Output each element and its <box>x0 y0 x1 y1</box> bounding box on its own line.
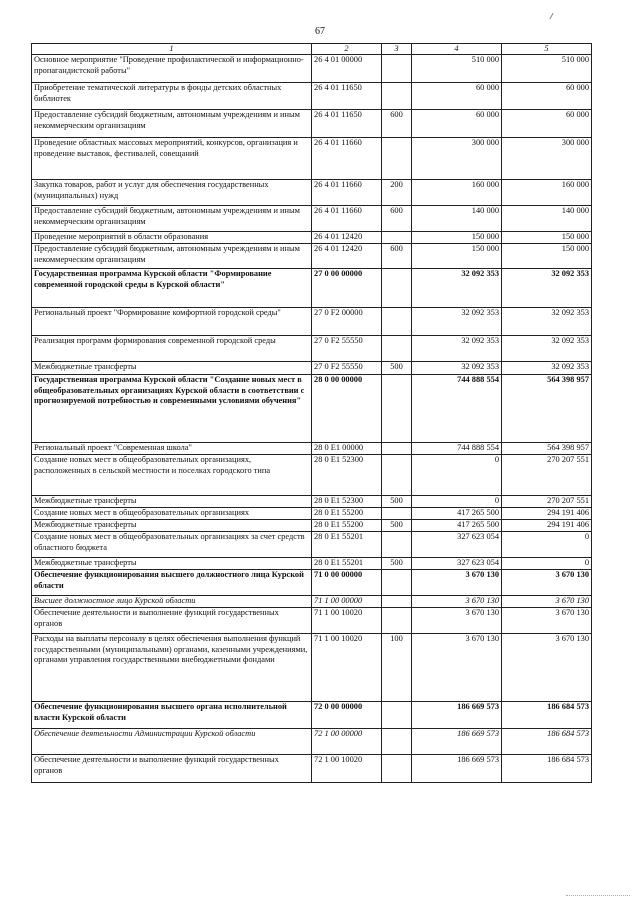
row-sum-1-cell: 300 000 <box>412 138 502 180</box>
table-row <box>32 596 592 608</box>
row-name-cell: Предоставление субсидий бюджетным, автономным учреждениям и иным некоммерческим организациям <box>32 244 312 269</box>
row-sum-1-cell: 32 092 353 <box>412 269 502 308</box>
row-vr-cell <box>382 570 412 596</box>
row-code-cell: 28 0 E1 55200 <box>312 508 382 520</box>
row-vr-cell: 500 <box>382 520 412 532</box>
row-sum-2-cell: 3 670 130 <box>502 634 592 702</box>
row-name-cell: Реализация программ формирования современной городской среды <box>32 336 312 362</box>
row-vr-cell <box>382 596 412 608</box>
row-sum-2-cell: 564 398 957 <box>502 375 592 443</box>
row-code-cell: 71 1 00 10020 <box>312 608 382 634</box>
row-vr-cell: 500 <box>382 362 412 375</box>
row-sum-2-cell: 270 207 551 <box>502 455 592 496</box>
row-code-cell: 28 0 E1 55201 <box>312 558 382 570</box>
row-code-cell: 27 0 F2 55550 <box>312 336 382 362</box>
table-row <box>32 232 592 244</box>
row-code-cell: 28 0 00 00000 <box>312 375 382 443</box>
row-sum-2-cell: 510 000 <box>502 55 592 83</box>
row-code-cell: 28 0 E1 52300 <box>312 496 382 508</box>
row-name-cell: Региональный проект "Современная школа" <box>32 443 312 455</box>
row-vr-cell: 600 <box>382 244 412 269</box>
table-row <box>32 443 592 455</box>
row-sum-2-cell: 60 000 <box>502 83 592 110</box>
row-vr-cell <box>382 83 412 110</box>
row-vr-cell: 100 <box>382 634 412 702</box>
column-header-code: 2 <box>312 44 382 55</box>
column-header-name: 1 <box>32 44 312 55</box>
row-name-cell: Обеспечение деятельности и выполнение функций государственных органов <box>32 755 312 783</box>
row-sum-1-cell: 3 670 130 <box>412 608 502 634</box>
row-sum-2-cell: 32 092 353 <box>502 336 592 362</box>
row-sum-2-cell: 0 <box>502 532 592 558</box>
column-header-sum-2: 5 <box>502 44 592 55</box>
table-row <box>32 138 592 180</box>
table-row <box>32 634 592 702</box>
row-name-cell: Проведение мероприятий в области образования <box>32 232 312 244</box>
column-header-sum-1: 4 <box>412 44 502 55</box>
row-sum-2-cell: 3 670 130 <box>502 570 592 596</box>
row-vr-cell: 600 <box>382 110 412 138</box>
row-sum-1-cell: 327 623 054 <box>412 532 502 558</box>
row-sum-2-cell: 32 092 353 <box>502 362 592 375</box>
row-sum-2-cell: 3 670 130 <box>502 608 592 634</box>
row-name-cell: Закупка товаров, работ и услуг для обеспечения государственных (муниципальных) нужд <box>32 180 312 206</box>
row-vr-cell <box>382 232 412 244</box>
row-sum-2-cell: 294 191 406 <box>502 508 592 520</box>
row-sum-2-cell: 0 <box>502 558 592 570</box>
row-sum-1-cell: 32 092 353 <box>412 336 502 362</box>
table-body <box>32 55 592 783</box>
row-sum-2-cell: 186 684 573 <box>502 755 592 783</box>
row-code-cell: 26 4 01 00000 <box>312 55 382 83</box>
table-row <box>32 755 592 783</box>
row-code-cell: 28 0 E1 52300 <box>312 455 382 496</box>
row-code-cell: 71 1 00 10020 <box>312 634 382 702</box>
row-vr-cell <box>382 729 412 755</box>
table-row <box>32 55 592 83</box>
table-row <box>32 455 592 496</box>
row-vr-cell <box>382 55 412 83</box>
row-sum-2-cell: 32 092 353 <box>502 269 592 308</box>
row-vr-cell <box>382 532 412 558</box>
row-sum-2-cell: 150 000 <box>502 244 592 269</box>
row-code-cell: 72 1 00 00000 <box>312 729 382 755</box>
footer-mark <box>566 895 630 896</box>
row-name-cell: Государственная программа Курской области "Создание новых мест в общеобразовательных организациях Курской области в соответствии с прогнозируемой потребностью и современными условиями обучения" <box>32 375 312 443</box>
row-vr-cell <box>382 443 412 455</box>
row-sum-1-cell: 3 670 130 <box>412 634 502 702</box>
row-code-cell: 71 0 00 00000 <box>312 570 382 596</box>
table-row <box>32 558 592 570</box>
row-vr-cell <box>382 608 412 634</box>
row-vr-cell <box>382 375 412 443</box>
row-name-cell: Создание новых мест в общеобразовательных организациях, расположенных в сельской местности и поселках городского типа <box>32 455 312 496</box>
row-sum-2-cell: 186 684 573 <box>502 729 592 755</box>
table-row <box>32 180 592 206</box>
row-sum-1-cell: 140 000 <box>412 206 502 232</box>
row-name-cell: Предоставление субсидий бюджетным, автономным учреждениям и иным некоммерческим организациям <box>32 110 312 138</box>
row-sum-1-cell: 186 669 573 <box>412 702 502 729</box>
row-sum-2-cell: 140 000 <box>502 206 592 232</box>
row-name-cell: Обеспечение деятельности и выполнение функций государственных органов <box>32 608 312 634</box>
row-name-cell: Межбюджетные трансферты <box>32 520 312 532</box>
row-sum-1-cell: 417 265 500 <box>412 520 502 532</box>
row-code-cell: 72 0 00 00000 <box>312 702 382 729</box>
row-sum-1-cell: 0 <box>412 496 502 508</box>
row-name-cell: Создание новых мест в общеобразовательных организациях <box>32 508 312 520</box>
row-sum-1-cell: 327 623 054 <box>412 558 502 570</box>
row-sum-1-cell: 186 669 573 <box>412 729 502 755</box>
row-sum-2-cell: 32 092 353 <box>502 308 592 336</box>
row-code-cell: 27 0 00 00000 <box>312 269 382 308</box>
row-vr-cell <box>382 336 412 362</box>
row-vr-cell <box>382 269 412 308</box>
row-code-cell: 71 1 00 00000 <box>312 596 382 608</box>
row-code-cell: 26 4 01 11660 <box>312 138 382 180</box>
table-row <box>32 244 592 269</box>
row-code-cell: 26 4 01 12420 <box>312 244 382 269</box>
column-header-vr: 3 <box>382 44 412 55</box>
row-name-cell: Обеспечение функционирования высшего должностного лица Курской области <box>32 570 312 596</box>
row-name-cell: Обеспечение функционирования высшего органа исполнительной власти Курской области <box>32 702 312 729</box>
row-code-cell: 72 1 00 10020 <box>312 755 382 783</box>
scan-mark <box>549 13 558 19</box>
row-name-cell: Межбюджетные трансферты <box>32 558 312 570</box>
row-name-cell: Расходы на выплаты персоналу в целях обеспечения выполнения функций государственными (муниципальными) органами, казенными учреждениями, органами управления государственными внебюджетными фондами <box>32 634 312 702</box>
table-row <box>32 83 592 110</box>
row-vr-cell <box>382 755 412 783</box>
row-code-cell: 26 4 01 11660 <box>312 206 382 232</box>
row-sum-1-cell: 32 092 353 <box>412 362 502 375</box>
table-row <box>32 375 592 443</box>
row-sum-1-cell: 510 000 <box>412 55 502 83</box>
row-code-cell: 26 4 01 11650 <box>312 83 382 110</box>
row-sum-2-cell: 60 000 <box>502 110 592 138</box>
page-number: 67 <box>315 26 325 37</box>
row-name-cell: Государственная программа Курской области "Формирование современной городской среды в Курской области" <box>32 269 312 308</box>
row-sum-1-cell: 160 000 <box>412 180 502 206</box>
table-header-row <box>32 44 592 55</box>
table-row <box>32 206 592 232</box>
row-code-cell: 26 4 01 11650 <box>312 110 382 138</box>
row-name-cell: Основное мероприятие "Проведение профилактической и информационно-пропагандистской работы" <box>32 55 312 83</box>
row-name-cell: Приобретение тематической литературы в фонды детских областных библиотек <box>32 83 312 110</box>
table-row <box>32 508 592 520</box>
row-vr-cell <box>382 455 412 496</box>
row-sum-2-cell: 160 000 <box>502 180 592 206</box>
row-vr-cell <box>382 508 412 520</box>
table-row <box>32 729 592 755</box>
row-sum-1-cell: 150 000 <box>412 232 502 244</box>
row-code-cell: 27 0 F2 55550 <box>312 362 382 375</box>
row-code-cell: 28 0 E1 55201 <box>312 532 382 558</box>
row-sum-1-cell: 3 670 130 <box>412 570 502 596</box>
row-sum-2-cell: 150 000 <box>502 232 592 244</box>
row-sum-2-cell: 270 207 551 <box>502 496 592 508</box>
row-sum-2-cell: 294 191 406 <box>502 520 592 532</box>
table-row <box>32 532 592 558</box>
row-vr-cell <box>382 308 412 336</box>
row-sum-1-cell: 150 000 <box>412 244 502 269</box>
row-sum-1-cell: 186 669 573 <box>412 755 502 783</box>
budget-table <box>31 43 592 783</box>
row-name-cell: Межбюджетные трансферты <box>32 496 312 508</box>
table-row <box>32 496 592 508</box>
table-row <box>32 308 592 336</box>
row-code-cell: 26 4 01 11660 <box>312 180 382 206</box>
table-row <box>32 269 592 308</box>
row-name-cell: Проведение областных массовых мероприятий, конкурсов, организация и проведение выставок, фестивалей, совещаний <box>32 138 312 180</box>
row-vr-cell: 200 <box>382 180 412 206</box>
row-vr-cell: 500 <box>382 496 412 508</box>
row-sum-1-cell: 744 888 554 <box>412 443 502 455</box>
row-sum-1-cell: 0 <box>412 455 502 496</box>
row-vr-cell <box>382 702 412 729</box>
row-code-cell: 26 4 01 12420 <box>312 232 382 244</box>
row-code-cell: 27 0 F2 00000 <box>312 308 382 336</box>
row-vr-cell: 600 <box>382 206 412 232</box>
row-sum-1-cell: 3 670 130 <box>412 596 502 608</box>
row-code-cell: 28 0 E1 00000 <box>312 443 382 455</box>
row-sum-1-cell: 60 000 <box>412 110 502 138</box>
table-row <box>32 336 592 362</box>
table-row <box>32 362 592 375</box>
row-sum-2-cell: 300 000 <box>502 138 592 180</box>
row-name-cell: Обеспечение деятельности Администрации Курской области <box>32 729 312 755</box>
row-name-cell: Создание новых мест в общеобразовательных организациях за счет средств областного бюджета <box>32 532 312 558</box>
row-sum-2-cell: 186 684 573 <box>502 702 592 729</box>
table-row <box>32 110 592 138</box>
row-vr-cell <box>382 138 412 180</box>
row-sum-2-cell: 3 670 130 <box>502 596 592 608</box>
row-name-cell: Высшее должностное лицо Курской области <box>32 596 312 608</box>
table-row <box>32 702 592 729</box>
row-name-cell: Региональный проект "Формирование комфортной городской среды" <box>32 308 312 336</box>
table-row <box>32 570 592 596</box>
row-sum-1-cell: 417 265 500 <box>412 508 502 520</box>
row-sum-1-cell: 60 000 <box>412 83 502 110</box>
row-code-cell: 28 0 E1 55200 <box>312 520 382 532</box>
table-row <box>32 520 592 532</box>
row-sum-1-cell: 744 888 554 <box>412 375 502 443</box>
row-name-cell: Предоставление субсидий бюджетным, автономным учреждениям и иным некоммерческим организациям <box>32 206 312 232</box>
row-name-cell: Межбюджетные трансферты <box>32 362 312 375</box>
row-vr-cell: 500 <box>382 558 412 570</box>
table-row <box>32 608 592 634</box>
row-sum-2-cell: 564 398 957 <box>502 443 592 455</box>
row-sum-1-cell: 32 092 353 <box>412 308 502 336</box>
